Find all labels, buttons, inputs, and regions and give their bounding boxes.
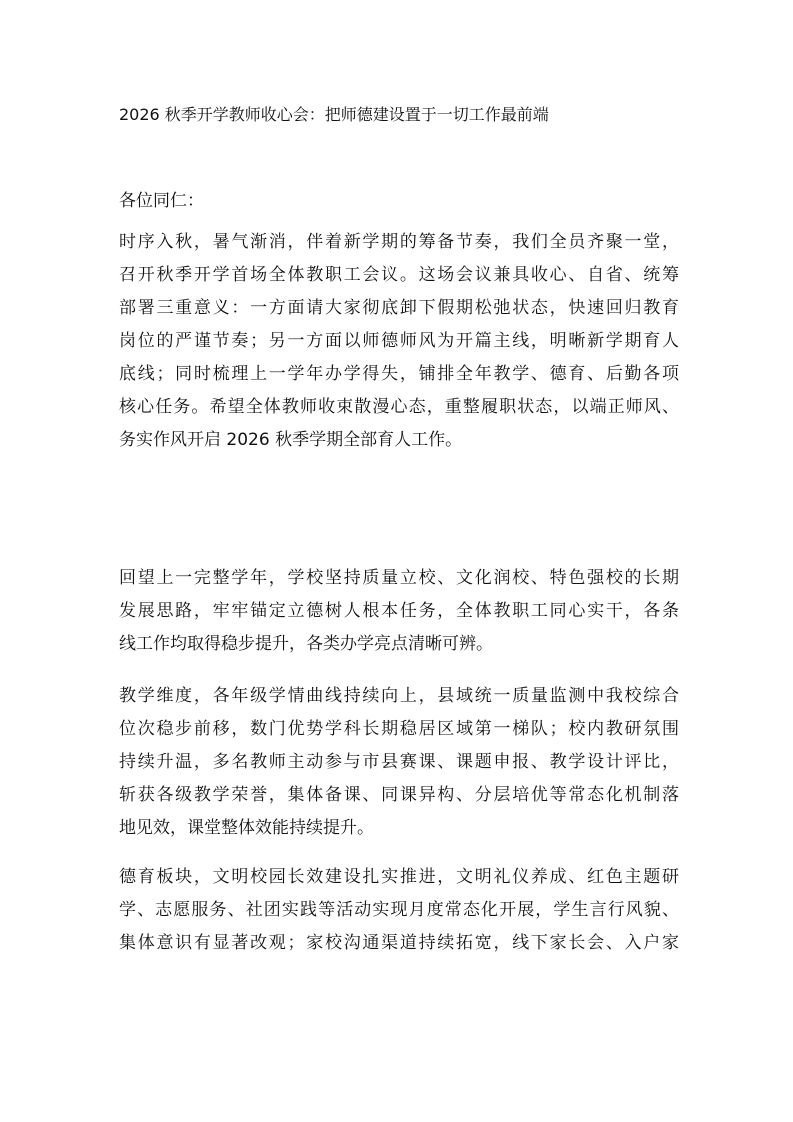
paragraph-4 — [119, 861, 679, 960]
salutation: 各位同仁： — [119, 191, 204, 211]
paragraph-1 — [119, 226, 679, 457]
paragraph-line: 务实作风开启 2026 秋季学期全部育人工作。 — [119, 430, 463, 450]
paragraph-line: 发展思路，牢牢锚定立德树人根本任务，全体教职工同心实干，各条 — [119, 601, 679, 621]
paragraph-line: 教学维度，各年级学情曲线持续向上，县域统一质量监测中我校综合 — [119, 686, 679, 706]
paragraph-line: 线工作均取得稳步提升，各类办学亮点清晰可辨。 — [119, 634, 493, 654]
paragraph-line: 底线；同时梳理上一学年办学得失，铺排全年教学、德育、后勤各项 — [119, 364, 679, 384]
paragraph-line: 位次稳步前移，数门优势学科长期稳居区域第一梯队；校内教研氛围 — [119, 719, 679, 739]
paragraph-line: 地见效，课堂整体效能持续提升。 — [119, 818, 374, 838]
paragraph-line: 部署三重意义：一方面请大家彻底卸下假期松弛状态，快速回归教育 — [119, 298, 679, 318]
paragraph-line: 岗位的严谨节奏；另一方面以师德师风为开篇主线，明晰新学期育人 — [119, 331, 679, 351]
paragraph-2 — [119, 562, 679, 661]
paragraph-line: 持续升温，多名教师主动参与市县赛课、课题申报、教学设计评比， — [119, 752, 679, 772]
paragraph-line: 回望上一完整学年，学校坚持质量立校、文化润校、特色强校的长期 — [119, 568, 679, 588]
paragraph-3 — [119, 680, 679, 845]
paragraph-line: 核心任务。希望全体教师收束散漫心态，重整履职状态，以端正师风、 — [119, 397, 679, 417]
paragraph-line: 学、志愿服务、社团实践等活动实现月度常态化开展，学生言行风貌、 — [119, 900, 679, 920]
paragraph-line: 召开秋季开学首场全体教职工会议。这场会议兼具收心、自省、统筹 — [119, 265, 679, 285]
paragraph-line: 时序入秋，暑气渐消，伴着新学期的筹备节奏，我们全员齐聚一堂， — [119, 232, 679, 252]
paragraph-line: 集体意识有显著改观；家校沟通渠道持续拓宽，线下家长会、入户家 — [119, 933, 679, 953]
paragraph-line: 斩获各级教学荣誉，集体备课、同课异构、分层培优等常态化机制落 — [119, 785, 679, 805]
document-title: 2026 秋季开学教师收心会：把师德建设置于一切工作最前端 — [119, 105, 549, 124]
paragraph-line: 德育板块，文明校园长效建设扎实推进，文明礼仪养成、红色主题研 — [119, 867, 679, 887]
